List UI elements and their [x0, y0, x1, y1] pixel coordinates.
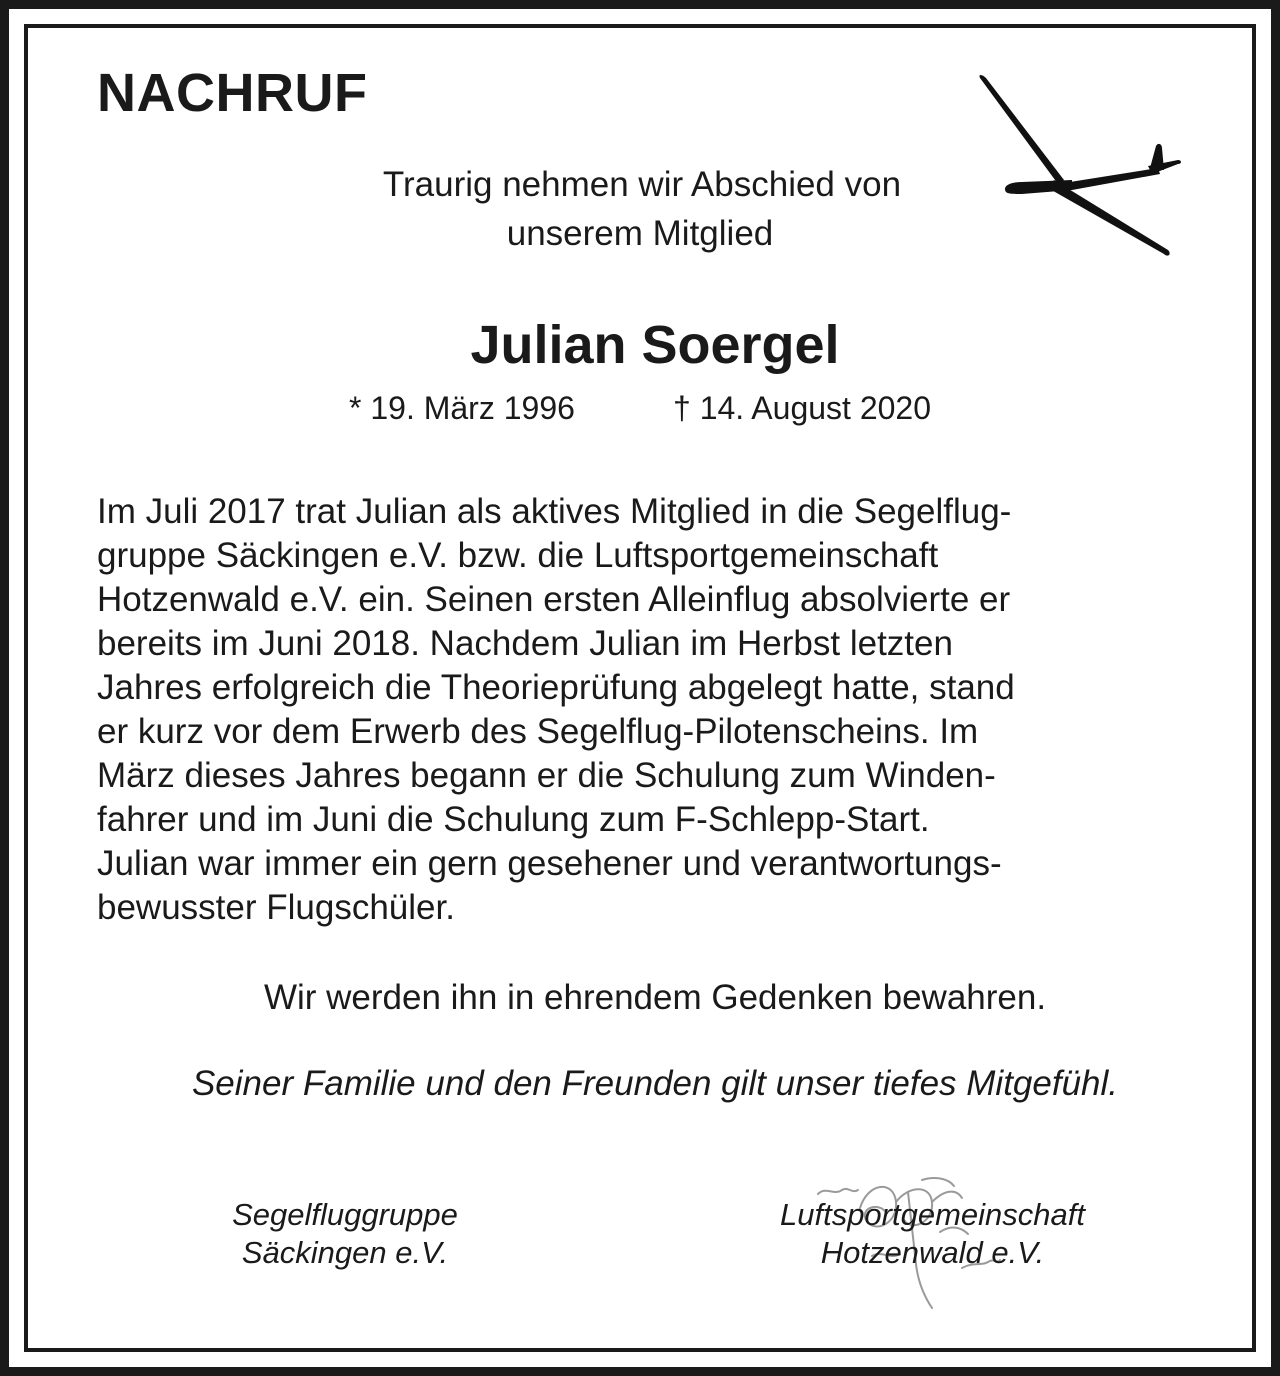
organization-segelfluggruppe — [195, 1196, 495, 1272]
organization-line: Säckingen e.V. — [241, 1235, 449, 1270]
obituary-body — [97, 490, 1197, 930]
body-line: bewusster Flugschüler. — [97, 888, 455, 927]
body-line: Im Juli 2017 trat Julian als aktives Mitglied in die Segelflug- — [97, 492, 1012, 531]
remembrance-line: Wir werden ihn in ehrendem Gedenken bewahren. — [263, 978, 1047, 1017]
intro-line: unserem Mitglied — [506, 214, 774, 253]
body-line: Jahres erfolgreich die Theorieprüfung abgelegt hatte, stand — [97, 668, 1015, 707]
body-line: Hotzenwald e.V. ein. Seinen ersten Alleinflug absolvierte er — [97, 580, 1011, 619]
body-line: gruppe Säckingen e.V. bzw. die Luftsportgemeinschaft — [97, 536, 939, 575]
organization-line: Segelfluggruppe — [232, 1197, 458, 1232]
body-line: Julian war immer ein gern gesehener und verantwortungs- — [97, 844, 1002, 883]
organization-line: Hotzenwald e.V. — [820, 1235, 1045, 1270]
notice-heading: NACHRUF — [97, 63, 368, 123]
intro-line: Traurig nehmen wir Abschied von — [382, 165, 902, 204]
death-date: † 14. August 2020 — [673, 390, 931, 426]
body-line: fahrer und im Juni die Schulung zum F-Schlepp-Start. — [97, 800, 930, 839]
organization-luftsportgemeinschaft — [740, 1196, 1125, 1272]
intro-text — [0, 160, 1280, 258]
body-line: er kurz vor dem Erwerb des Segelflug-Pilotenscheins. Im — [97, 712, 979, 751]
organization-line: Luftsportgemeinschaft — [779, 1197, 1085, 1232]
body-line: März dieses Jahres begann er die Schulung zum Winden- — [97, 756, 996, 795]
deceased-name: Julian Soergel — [470, 315, 840, 375]
birth-date: * 19. März 1996 — [349, 390, 575, 426]
condolence-line: Seiner Familie und den Freunden gilt unser tiefes Mitgefühl. — [191, 1064, 1119, 1103]
body-line: bereits im Juni 2018. Nachdem Julian im Herbst letzten — [97, 624, 953, 663]
